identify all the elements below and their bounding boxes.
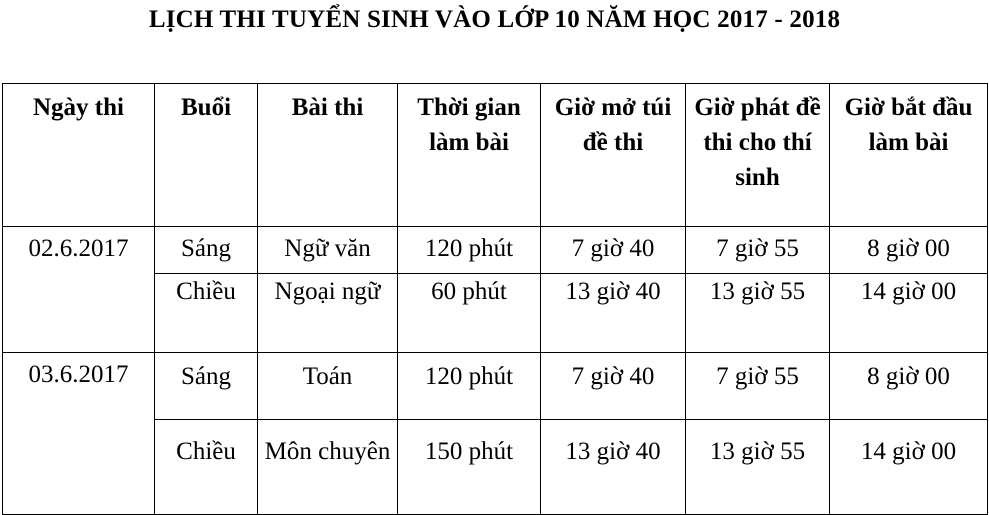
- open-envelope-time-cell: 7 giờ 40: [541, 353, 686, 420]
- header-session: Buổi: [155, 84, 258, 227]
- duration-cell: 60 phút: [398, 274, 541, 353]
- open-envelope-time-cell: 7 giờ 40: [541, 227, 686, 274]
- duration-cell: 120 phút: [398, 353, 541, 420]
- session-cell: Chiều: [155, 420, 258, 515]
- distribute-time-cell: 7 giờ 55: [686, 227, 830, 274]
- subject-cell: Ngoại ngữ: [258, 274, 398, 353]
- exam-date-cell: 03.6.2017: [3, 353, 155, 515]
- duration-cell: 150 phút: [398, 420, 541, 515]
- subject-cell: Toán: [258, 353, 398, 420]
- header-duration: Thời gian làm bài: [398, 84, 541, 227]
- session-cell: Sáng: [155, 353, 258, 420]
- document-title: LỊCH THI TUYỂN SINH VÀO LỚP 10 NĂM HỌC 2017 - 2018: [148, 6, 841, 33]
- session-cell: Sáng: [155, 227, 258, 274]
- table-row: [3, 227, 988, 274]
- distribute-time-cell: 13 giờ 55: [686, 274, 830, 353]
- duration-cell: 120 phút: [398, 227, 541, 274]
- distribute-time-cell: 7 giờ 55: [686, 353, 830, 420]
- header-start-time: Giờ bắt đầu làm bài: [830, 84, 988, 227]
- exam-schedule-table: [2, 83, 988, 515]
- header-subject: Bài thi: [258, 84, 398, 227]
- subject-cell: Môn chuyên: [258, 420, 398, 515]
- start-time-cell: 14 giờ 00: [830, 420, 988, 515]
- table-header-row: [3, 84, 988, 227]
- header-open-envelope-time: Giờ mở túi đề thi: [541, 84, 686, 227]
- start-time-cell: 14 giờ 00: [830, 274, 988, 353]
- exam-date-cell: 02.6.2017: [3, 227, 155, 353]
- open-envelope-time-cell: 13 giờ 40: [541, 420, 686, 515]
- session-cell: Chiều: [155, 274, 258, 353]
- header-exam-date: Ngày thi: [3, 84, 155, 227]
- start-time-cell: 8 giờ 00: [830, 353, 988, 420]
- open-envelope-time-cell: 13 giờ 40: [541, 274, 686, 353]
- table-row: [3, 353, 988, 420]
- start-time-cell: 8 giờ 00: [830, 227, 988, 274]
- header-distribute-time: Giờ phát đề thi cho thí sinh: [686, 84, 830, 227]
- distribute-time-cell: 13 giờ 55: [686, 420, 830, 515]
- subject-cell: Ngữ văn: [258, 227, 398, 274]
